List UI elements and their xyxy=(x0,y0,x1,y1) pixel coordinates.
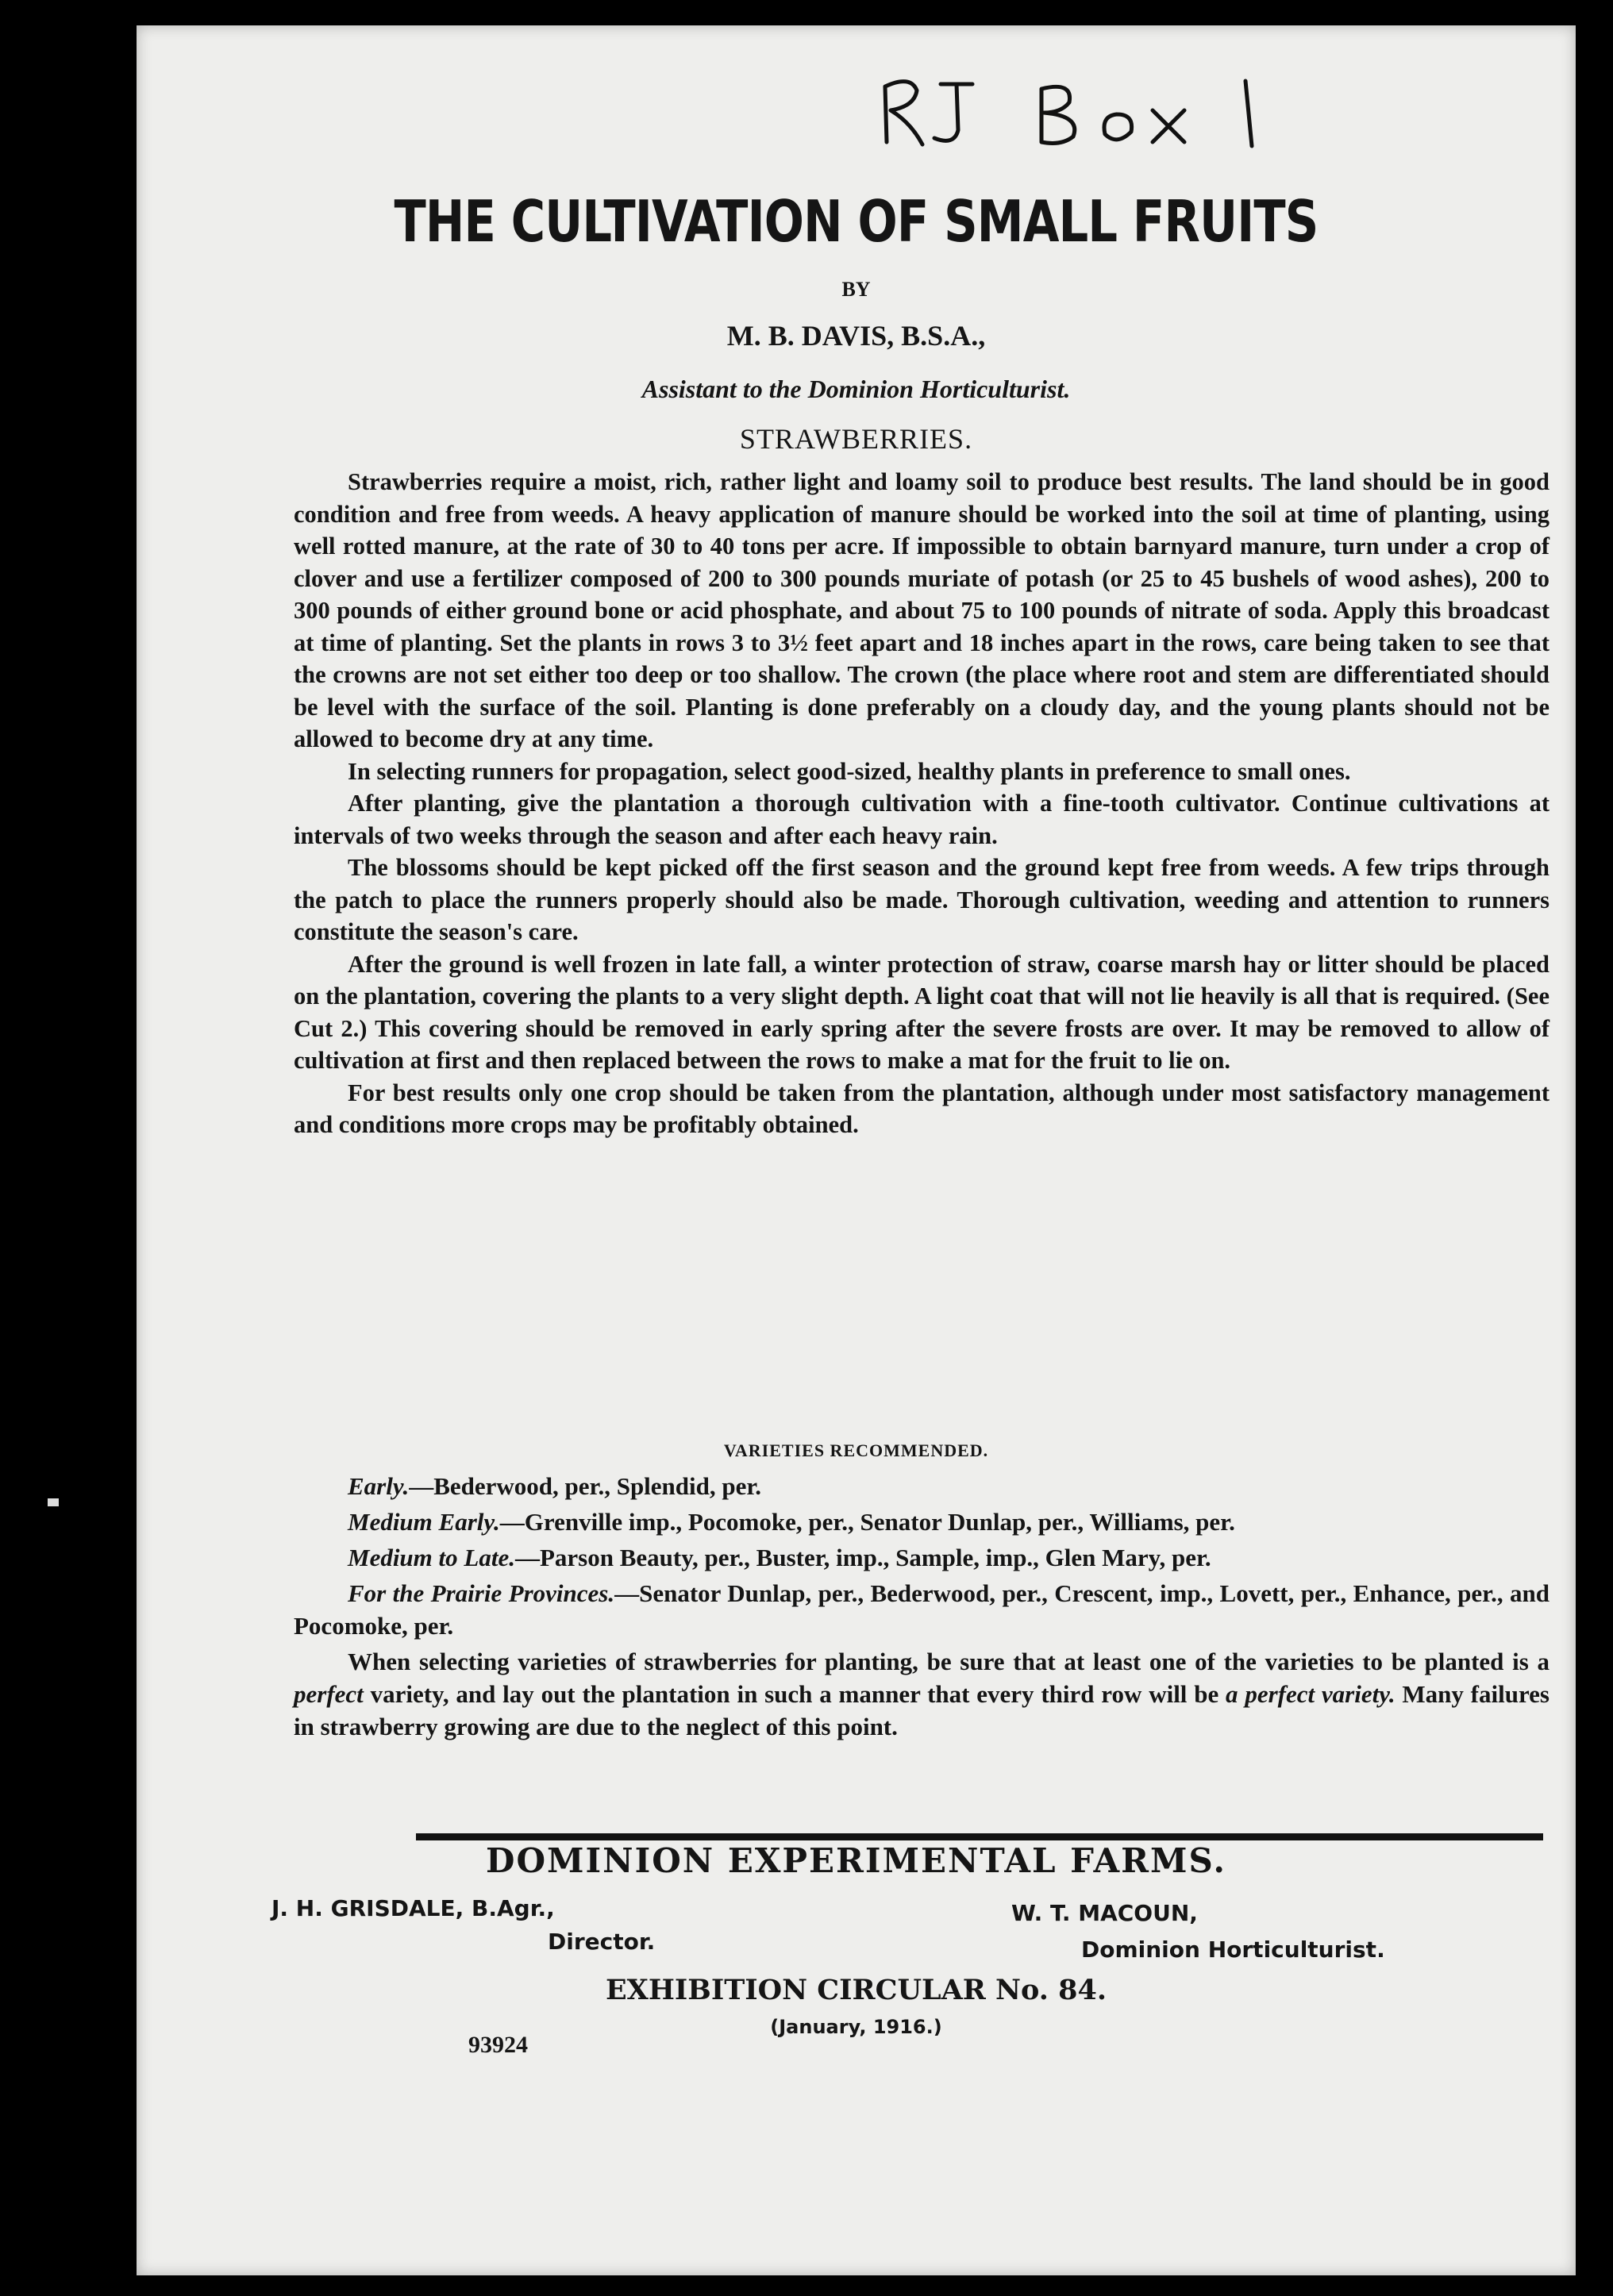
byline-word: BY xyxy=(841,278,871,301)
closing-text: variety, and lay out the plantation in such a manner that every third row will be xyxy=(363,1680,1226,1708)
variety-item xyxy=(294,1470,1549,1502)
paragraph: After planting, give the plantation a thorough cultivation with a fine-tooth cultivator. Continue cultivations at intervals of two weeks through the season and after each heavy rain. xyxy=(294,790,1549,849)
closing-paragraph xyxy=(294,1645,1549,1743)
print-code: 93924 xyxy=(468,2032,528,2058)
document-page xyxy=(137,25,1576,2275)
paragraph: For best results only one crop should be taken from the plantation, although under most satisfactory management and conditions more crops may be profitably obtained. xyxy=(294,1079,1549,1138)
closing-text: Many failures in strawberry growing are due to the neglect of this point. xyxy=(294,1680,1549,1740)
paragraph: After the ground is well frozen in late fall, a winter protection of straw, coarse marsh hay or litter should be placed on the plantation, covering the plants to a very slight depth. A light coat that will not lie heavily is all that is required. (See Cut 2.) This covering should be removed in early spring after the severe frosts are over. It may be removed to allow of cultivation at first and then replaced between the rows to make a mat for the fruit to lie on. xyxy=(294,950,1549,1074)
variety-item xyxy=(294,1541,1549,1574)
variety-text: —Grenville imp., Pocomoke, per., Senator Dunlap, per., Williams, per. xyxy=(499,1508,1235,1536)
closing-emphasis: perfect xyxy=(294,1680,364,1708)
paragraph: The blossoms should be kept picked off the first season and the ground kept free from weeds. A few trips through the patch to place the runners properly should also be made. Thorough cultivation, weeding and attention to runners constitute the season's care. xyxy=(294,854,1549,945)
variety-text: —Senator Dunlap, per., Bederwood, per., Crescent, imp., Lovett, per., Enhance, per., and Pocomoke, per. xyxy=(294,1579,1549,1640)
variety-label: For the Prairie Provinces. xyxy=(348,1579,615,1607)
paragraph: Strawberries require a moist, rich, rather light and loamy soil to produce best results. The land should be in good condition and free from weeds. A heavy application of manure should be worked into the soil at time of planting, using well rotted manure, at the rate of 30 to 40 tons per acre. If impossible to obtain barnyard manure, turn under a crop of clover and use a fertilizer composed of 200 to 300 pounds muriate of potash (or 25 to 45 bushels of wood ashes), 200 to 300 pounds of either ground bone or acid phosphate, and about 75 to 100 pounds of nitrate of soda. Apply this broadcast at time of planting. Set the plants in rows 3 to 3½ feet apart and 18 inches apart in the rows, care being taken to see that the crowns are not set either too deep or too shallow. The crown (the place where root and stem are differentiated should be level with the surface of the soil. Planting is done preferably on a cloudy day, and the young plants should not be allowed to become dry at any time. xyxy=(294,468,1549,752)
paragraph: In selecting runners for propagation, select good-sized, healthy plants in preference to small ones. xyxy=(348,757,1351,785)
variety-text: —Parson Beauty, per., Buster, imp., Sample, imp., Glen Mary, per. xyxy=(514,1544,1211,1571)
horticulturist-name: W. T. MACOUN, xyxy=(1011,1900,1198,1926)
body-text xyxy=(294,466,1549,1141)
variety-item xyxy=(294,1577,1549,1642)
closing-emphasis: a perfect variety. xyxy=(1226,1680,1395,1708)
variety-label: Medium to Late. xyxy=(348,1544,515,1571)
variety-text: —Bederwood, per., Splendid, per. xyxy=(409,1472,762,1500)
section-heading: STRAWBERRIES. xyxy=(739,423,973,455)
variety-label: Early. xyxy=(348,1472,410,1500)
circular-number: EXHIBITION CIRCULAR No. 84. xyxy=(605,1974,1107,2006)
divider-rule xyxy=(416,1833,1543,1840)
handwritten-annotation xyxy=(879,67,1292,154)
varieties-list xyxy=(294,1470,1549,1746)
author-position: Assistant to the Dominion Horticulturist. xyxy=(641,375,1071,403)
horticulturist-title: Dominion Horticulturist. xyxy=(1081,1936,1385,1963)
director-title: Director. xyxy=(548,1929,656,1955)
author-name: M. B. DAVIS, B.S.A., xyxy=(726,320,986,352)
varieties-heading: VARIETIES RECOMMENDED. xyxy=(723,1440,989,1460)
closing-text: When selecting varieties of strawberries for planting, be sure that at least one of the varieties to be planted is a xyxy=(348,1648,1549,1675)
scan-artifact xyxy=(48,1498,59,1506)
variety-item xyxy=(294,1506,1549,1538)
organization-name: DOMINION EXPERIMENTAL FARMS. xyxy=(486,1841,1226,1880)
variety-label: Medium Early. xyxy=(348,1508,500,1536)
circular-date: (January, 1916.) xyxy=(770,2016,942,2038)
document-title: THE CULTIVATION OF SMALL FRUITS xyxy=(394,188,1319,255)
director-name: J. H. GRISDALE, B.Agr., xyxy=(271,1895,555,1921)
